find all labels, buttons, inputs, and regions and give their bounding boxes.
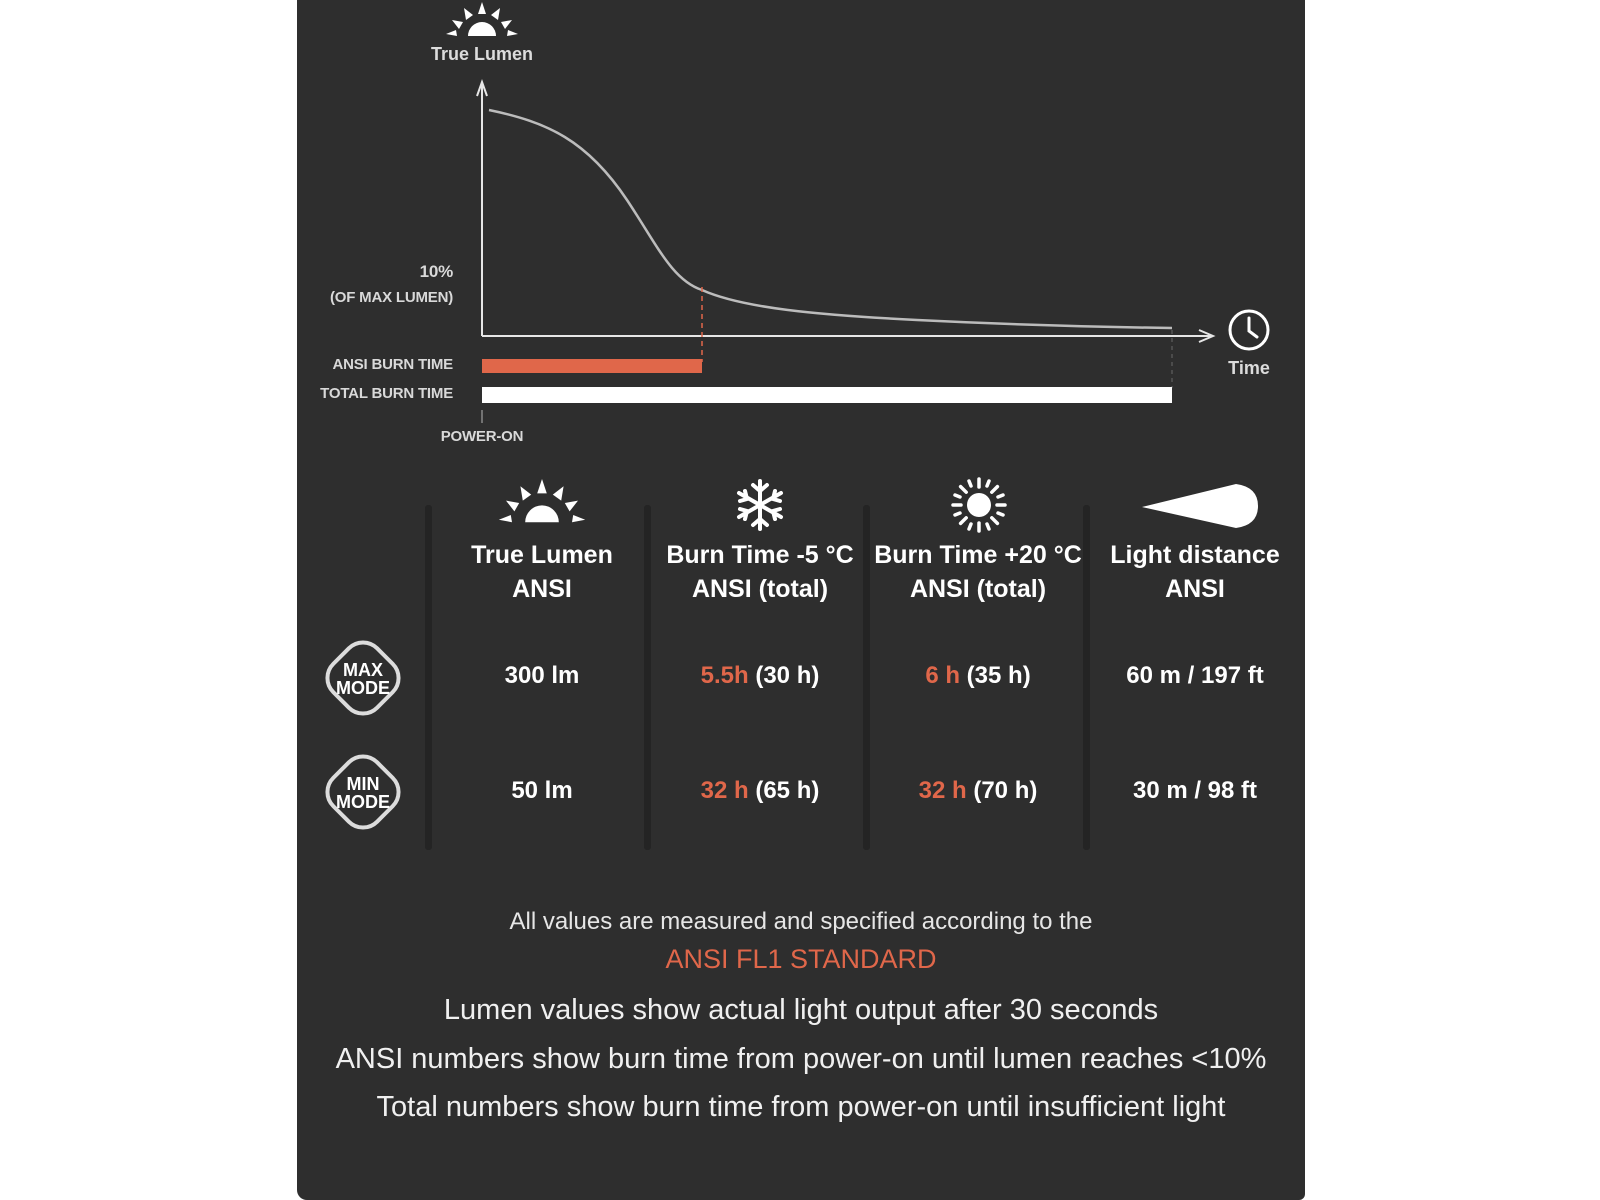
spec-panel (297, 0, 1305, 1200)
column-header-true-lumen (437, 538, 647, 606)
footer-intro: All values are measured and specified according to the (509, 908, 1093, 935)
mode-label-line1: MIN (346, 774, 380, 794)
ansi-burn-value: 32 h (918, 777, 967, 804)
ansi-burn-time-bar (482, 359, 702, 373)
total-burn-value: (35 h) (966, 662, 1031, 689)
column-header-line2: ANSI (total) (691, 575, 829, 603)
light-beam-icon (1140, 481, 1260, 529)
footnote-ansi: ANSI numbers show burn time from power-on until lumen reaches <10% (335, 1043, 1267, 1075)
column-header-line1: Light distance (1110, 541, 1280, 569)
mode-label-line2: MODE (336, 678, 390, 698)
mode-label-line2: MODE (336, 792, 390, 812)
column-header-line1: Burn Time -5 °C (666, 541, 854, 569)
snowflake-icon (733, 478, 787, 532)
cold-burn-value (647, 662, 873, 690)
column-header-line1: Burn Time +20 °C (874, 541, 1082, 569)
distance-value: 60 m / 197 ft (1126, 662, 1264, 689)
table-row (297, 662, 1305, 694)
burn-time-graph (297, 0, 1305, 450)
total-bar-label: TOTAL BURN TIME (320, 385, 453, 402)
total-burn-value: (30 h) (755, 662, 820, 689)
sun-rising-icon (494, 474, 590, 532)
column-header-line1: True Lumen (471, 541, 613, 569)
lumen-value: 300 lm (504, 662, 580, 689)
column-header-line2: ANSI (512, 575, 572, 603)
total-burn-value: (65 h) (755, 777, 820, 804)
ansi-burn-value: 32 h (700, 777, 749, 804)
threshold-sublabel: (OF MAX LUMEN) (329, 289, 453, 306)
ansi-bar-label: ANSI BURN TIME (332, 356, 453, 373)
y-axis-title: True Lumen (430, 44, 533, 64)
column-header-light-distance (1087, 538, 1303, 606)
table-row (297, 774, 1305, 812)
footnote-total: Total numbers show burn time from power-on until insufficient light (376, 1091, 1226, 1123)
total-burn-value: (70 h) (973, 777, 1038, 804)
lumen-value: 50 lm (511, 777, 573, 804)
clock-icon (1227, 308, 1271, 352)
power-on-label: POWER-ON (440, 428, 524, 445)
column-header-line2: ANSI (1165, 575, 1225, 603)
column-header-burn-warm (863, 538, 1093, 606)
total-burn-time-bar (482, 387, 1172, 403)
lumen-decay-curve (489, 110, 1172, 328)
distance-value: 30 m / 98 ft (1132, 777, 1258, 804)
lumen-curve-plot (297, 0, 1305, 450)
x-axis-title: Time (1228, 358, 1270, 378)
ansi-burn-value: 6 h (925, 662, 960, 689)
warm-burn-value (863, 777, 1093, 805)
column-header-line2: ANSI (total) (909, 575, 1047, 603)
sun-icon (950, 476, 1008, 534)
footnote-lumen: Lumen values show actual light output after 30 seconds (443, 994, 1159, 1026)
cold-burn-value (647, 777, 873, 805)
mode-label-line1: MAX (343, 660, 383, 680)
warm-burn-value (863, 662, 1093, 690)
column-header-burn-cold (647, 538, 873, 606)
standard-name: ANSI FL1 STANDARD (665, 944, 937, 974)
threshold-label: 10% (419, 262, 453, 281)
ansi-burn-value: 5.5h (700, 662, 749, 689)
